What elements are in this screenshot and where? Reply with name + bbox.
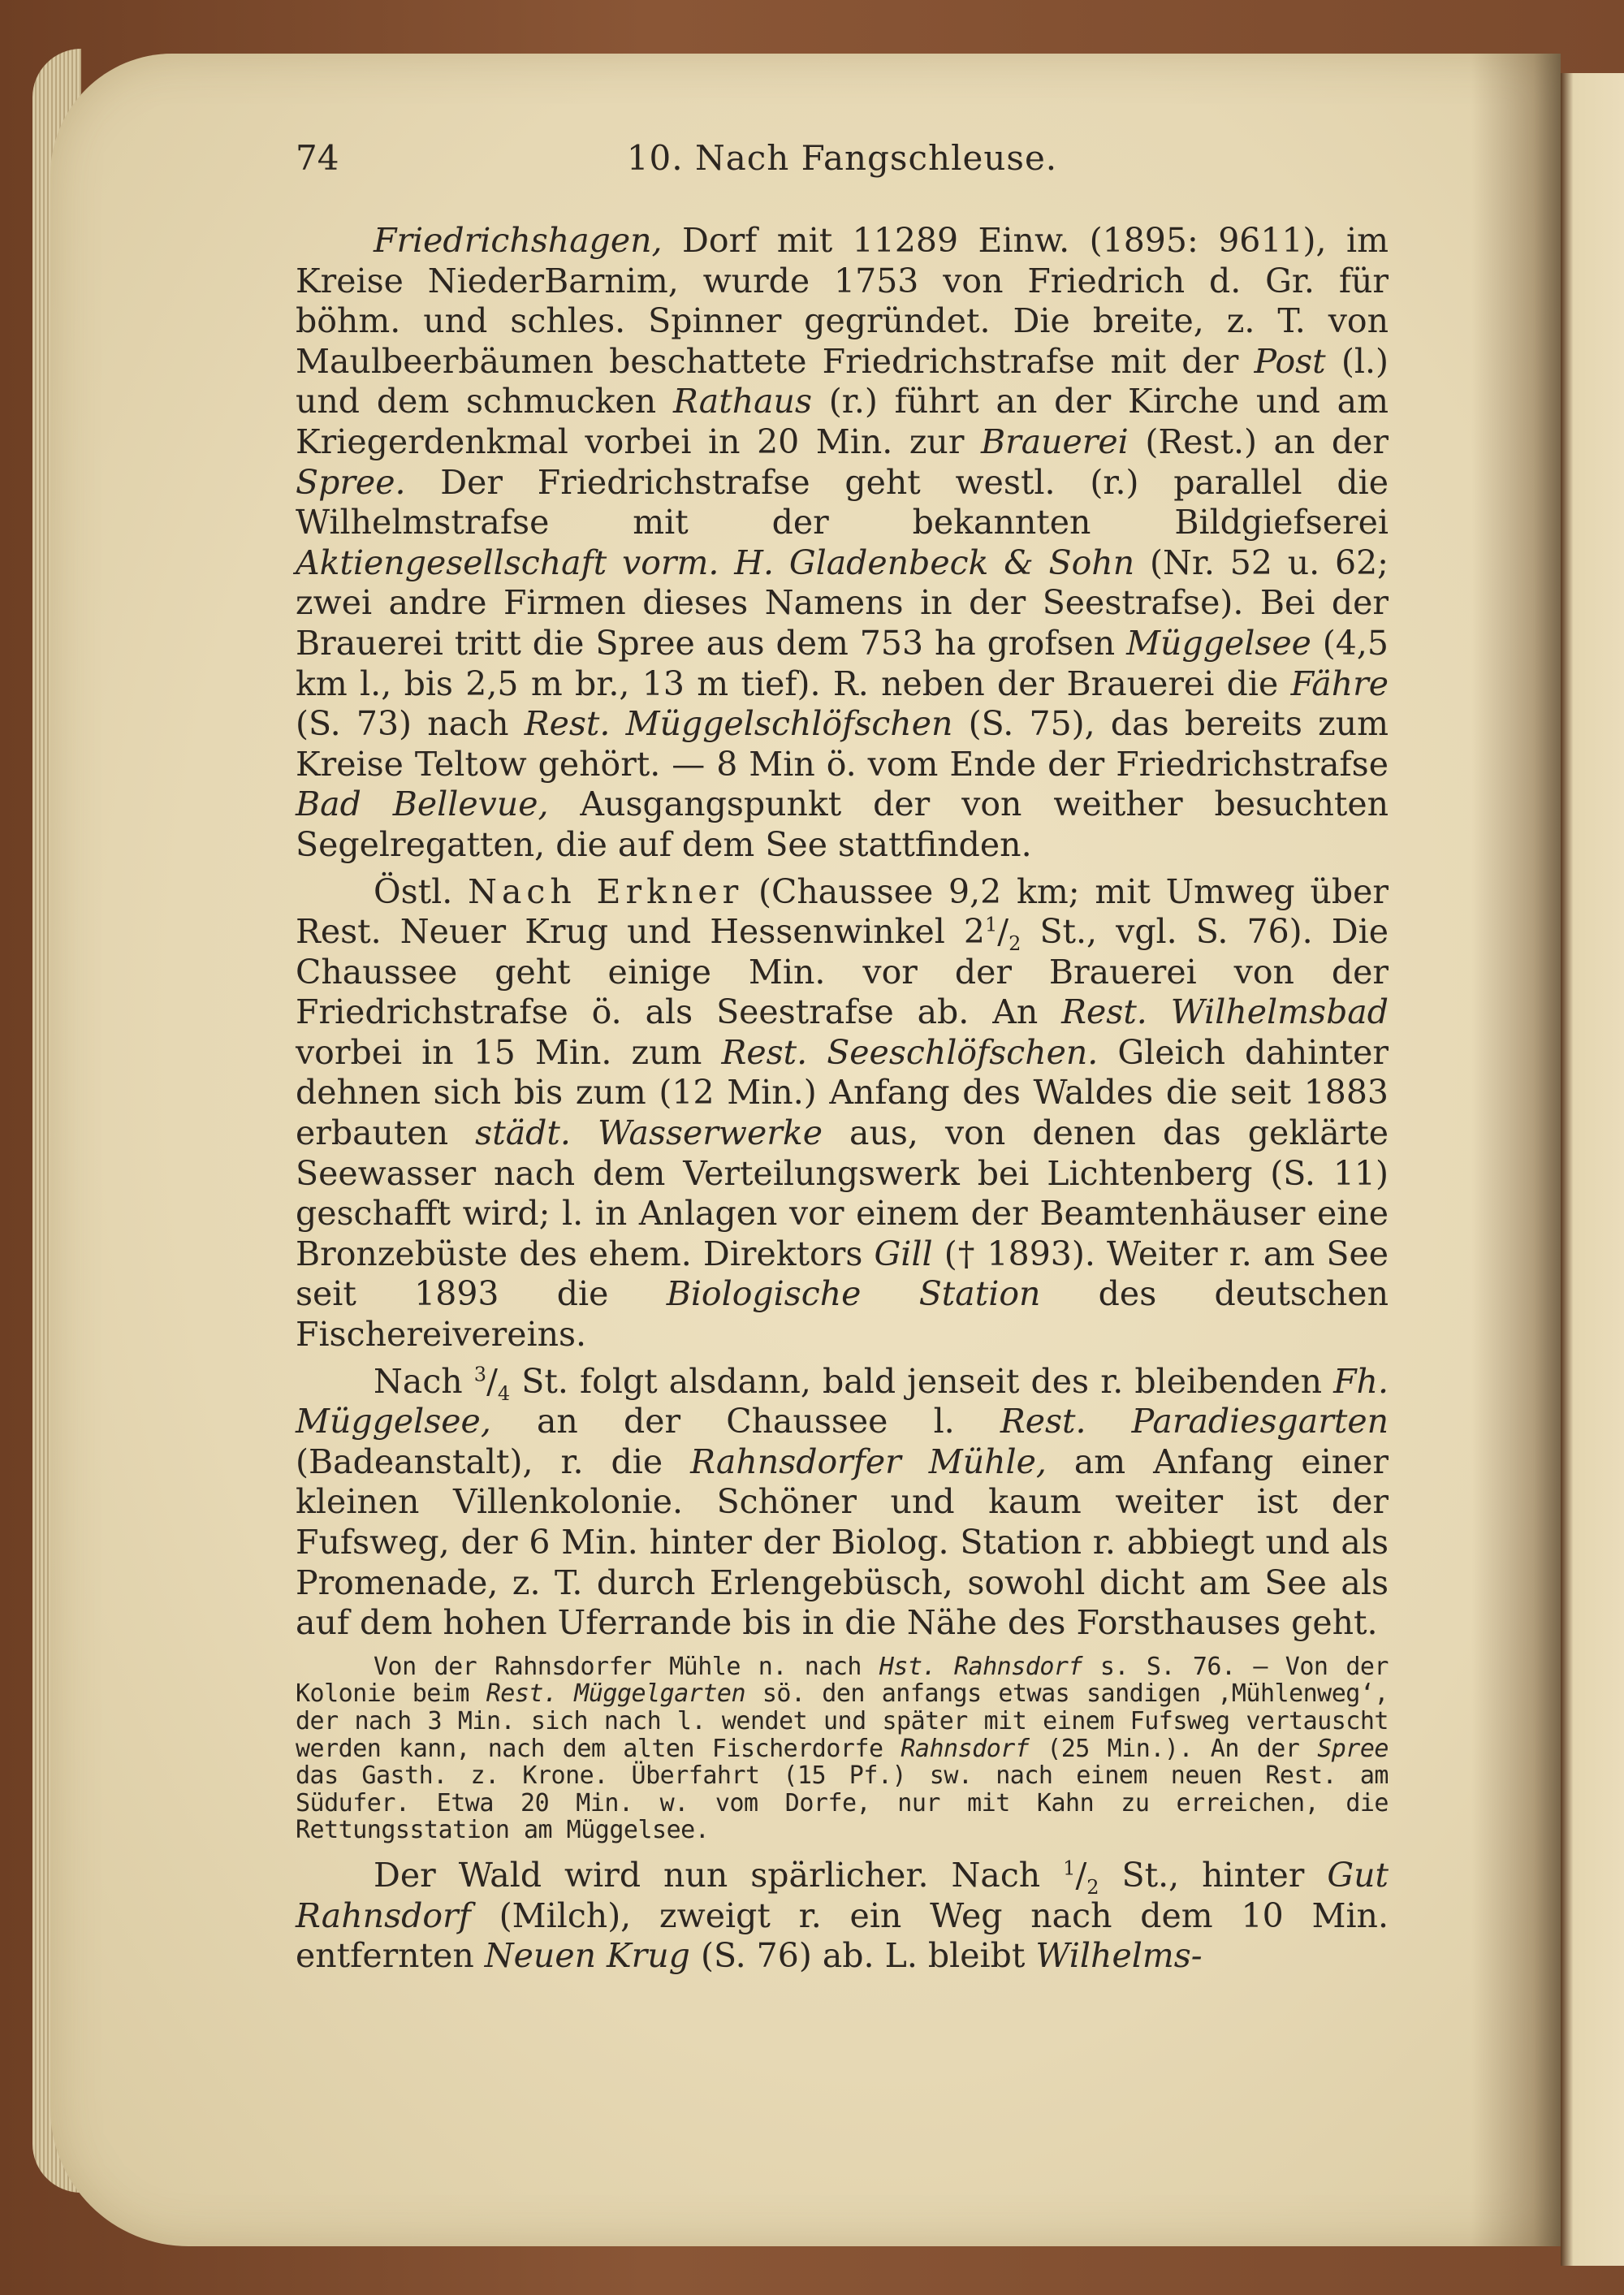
para3-run: 4	[497, 1381, 511, 1405]
para3-run: 3	[473, 1362, 487, 1385]
para4-run: St., hinter	[1099, 1855, 1328, 1895]
para1-run: Dorf mit 11289 Einw. (1895: 9611), im Kreise NiederBarnim, wurde 1753 von Friedrich d. Gr. für böhm. und schles. Spinner gegründet. Die breite, z. T. von Maulbeerbäumen beschattete Friedrichstrafse mit der	[296, 221, 1389, 381]
para1-run: Bad Bellevue,	[296, 784, 549, 824]
page-header	[296, 138, 1389, 187]
para1-run: Post	[1254, 341, 1326, 381]
para4-run: Neuen Krug	[484, 1936, 690, 1976]
para2-run: Nach Erkner	[468, 871, 744, 911]
para3-run: am Anfang einer kleinen Villenkolonie. Schöner und kaum weiter ist der Fufsweg, der 6 Min. hinter der Biolog. Station r. abbiegt und als Promenade, z. T. durch Erlengebüsch, sowohl dicht am See als auf dem hohen Uferrande bis in die Nähe des Forsthauses geht.	[296, 1441, 1389, 1643]
para4-run: Der Wald wird nun spärlicher. Nach	[374, 1855, 1064, 1895]
small_note-run: (25 Min.). An der	[1029, 1734, 1318, 1763]
paragraph-muggelsee	[296, 1362, 1389, 1644]
para1-run: Der Friedrichstrafse geht westl. (r.) parallel die Wilhelmstrafse mit der bekannten Bildgiefserei	[296, 462, 1389, 542]
paragraph-nach-erkner	[296, 872, 1389, 1355]
para1-run: (r.) führt an der Kirche und am Kriegerdenkmal vorbei in 20 Min. zur	[296, 382, 1389, 461]
para4-run: /	[1075, 1855, 1087, 1895]
para1-run: (S. 75), das bereits zum Kreise Teltow gehört. — 8 Min ö. vom Ende der Friedrichstrafse	[296, 704, 1389, 784]
para1-run: Fähre	[1290, 663, 1389, 703]
para2-run: Rest. Seeschlöfschen.	[721, 1032, 1099, 1072]
para2-run: aus, von denen das geklärte Seewasser nach dem Verteilungswerk bei Lichtenberg (S. 11) geschafft wird; l. in Anlagen vor einem der Beamtenhäuser eine Bronzebüste des ehem. Direktors	[296, 1113, 1389, 1273]
para2-run: 2	[1009, 932, 1021, 956]
para1-run: (Nr. 52 u. 62; zwei andre Firmen dieses Namens in der Seestrafse). Bei der Brauerei tritt die Spree aus dem 753 ha grofsen	[296, 542, 1389, 663]
para1-run: (l.) und dem schmucken	[296, 341, 1389, 421]
para4-run: 1	[1063, 1856, 1076, 1880]
para2-run: (Chaussee 9,2 km; mit Umweg über Rest. Neuer Krug und Hessenwinkel 2	[296, 871, 1389, 952]
para2-run: /	[997, 912, 1009, 952]
para3-run: Fh. Müggelsee,	[296, 1361, 1389, 1441]
para1-run: Spree.	[296, 462, 406, 502]
para2-run: städt. Wasserwerke	[475, 1113, 823, 1153]
page-number: 74	[296, 138, 339, 178]
small_note-run: Hst. Rahnsdorf	[879, 1652, 1083, 1681]
small_note-run: s. S. 76. — Von der Kolonie beim	[296, 1652, 1389, 1709]
para1-run: (S. 73) nach	[296, 704, 525, 744]
para2-run: 1	[985, 913, 998, 936]
para2-run	[452, 872, 468, 911]
small_note-run: das Gasth. z. Krone. Überfahrt (15 Pf.) sw. nach einem neuen Rest. am Südufer. Etwa 20 Min. w. vom Dorfe, nur mit Kahn zu erreichen, die Rettungsstation am Müggelsee.	[296, 1761, 1389, 1845]
small_note-run: Rest. Müggelgarten	[486, 1679, 746, 1709]
para4-run: Gut Rahnsdorf	[296, 1855, 1389, 1935]
page-content	[296, 138, 1389, 1977]
para1-run: Rest. Müggelschlöfschen	[524, 704, 953, 744]
para1-run: Aktiengesellschaft vorm. H. Gladenbeck & Sohn	[296, 542, 1135, 582]
para2-run: († 1893). Weiter r. am See seit 1893 die	[296, 1234, 1389, 1314]
paragraph-wald	[296, 1856, 1389, 1977]
para2-run: Biologische Station	[666, 1274, 1041, 1314]
running-title: 10. Nach Fangschleuse.	[626, 138, 1058, 178]
paragraph-friedrichshagen	[296, 221, 1389, 866]
small_note-run: Spree	[1317, 1734, 1389, 1763]
para4-run: Wilhelms-	[1035, 1936, 1203, 1976]
page-gutter-shadow	[1471, 54, 1561, 2246]
para3-run: Rahnsdorfer Mühle,	[690, 1441, 1047, 1481]
para2-run: Gill	[874, 1234, 933, 1273]
para3-run: (Badeanstalt), r. die	[296, 1441, 691, 1481]
para4-run: (Milch), zweigt r. ein Weg nach dem 10 Min. entfernten	[296, 1895, 1389, 1976]
para2-run: Rest. Wilhelmsbad	[1061, 992, 1389, 1032]
para3-run: /	[486, 1361, 498, 1401]
para3-run: an der Chaussee l.	[490, 1402, 1000, 1441]
para4-run: 2	[1086, 1876, 1099, 1900]
para1-run: (Rest.) an der	[1128, 421, 1389, 461]
para1-run: Müggelsee	[1126, 623, 1311, 663]
para3-run: Nach	[374, 1361, 474, 1401]
small_note-run: Rahnsdorf	[901, 1734, 1030, 1763]
para1-run: Ausgangspunkt der von weither besuchten Segelregatten, die auf dem See stattfinden.	[296, 784, 1389, 864]
para2-run: vorbei in 15 Min. zum	[296, 1032, 722, 1072]
para2-run: Gleich dahinter dehnen sich bis zum (12 Min.) Anfang des Waldes die seit 1883 erbauten	[296, 1032, 1389, 1153]
para1-run: Rathaus	[672, 382, 812, 421]
para3-run: Rest. Paradiesgarten	[1000, 1402, 1389, 1441]
small_note-run: sö. den anfangs etwas sandigen ‚Mühlenweg‘, der nach 3 Min. sich nach l. wendet und später mit einem Fufsweg vertauscht werden kann, nach dem alten Fischerdorfe	[296, 1679, 1389, 1763]
para3-run: St. folgt alsdann, bald jenseit des r. bleibenden	[510, 1361, 1334, 1401]
para2-run: Östl.	[374, 871, 453, 911]
para1-run: Friedrichshagen,	[374, 221, 663, 260]
para2-run: St., vgl. S. 76). Die Chaussee geht einige Min. vor der Brauerei von der Friedrichstrafse ö. als Seestrafse ab. An	[296, 912, 1389, 1032]
para1-run: Brauerei	[980, 421, 1129, 461]
para2-run: des deutschen Fischereivereins.	[296, 1274, 1389, 1355]
small_note-run: Von der Rahnsdorfer Mühle n. nach	[374, 1652, 879, 1681]
para1-run: (4,5 km l., bis 2,5 m br., 13 m tief). R. neben der Brauerei die	[296, 623, 1389, 703]
para4-run: (S. 76) ab. L. bleibt	[689, 1936, 1036, 1976]
facing-page-edge	[1561, 73, 1624, 2266]
small-print-note	[296, 1653, 1389, 1844]
